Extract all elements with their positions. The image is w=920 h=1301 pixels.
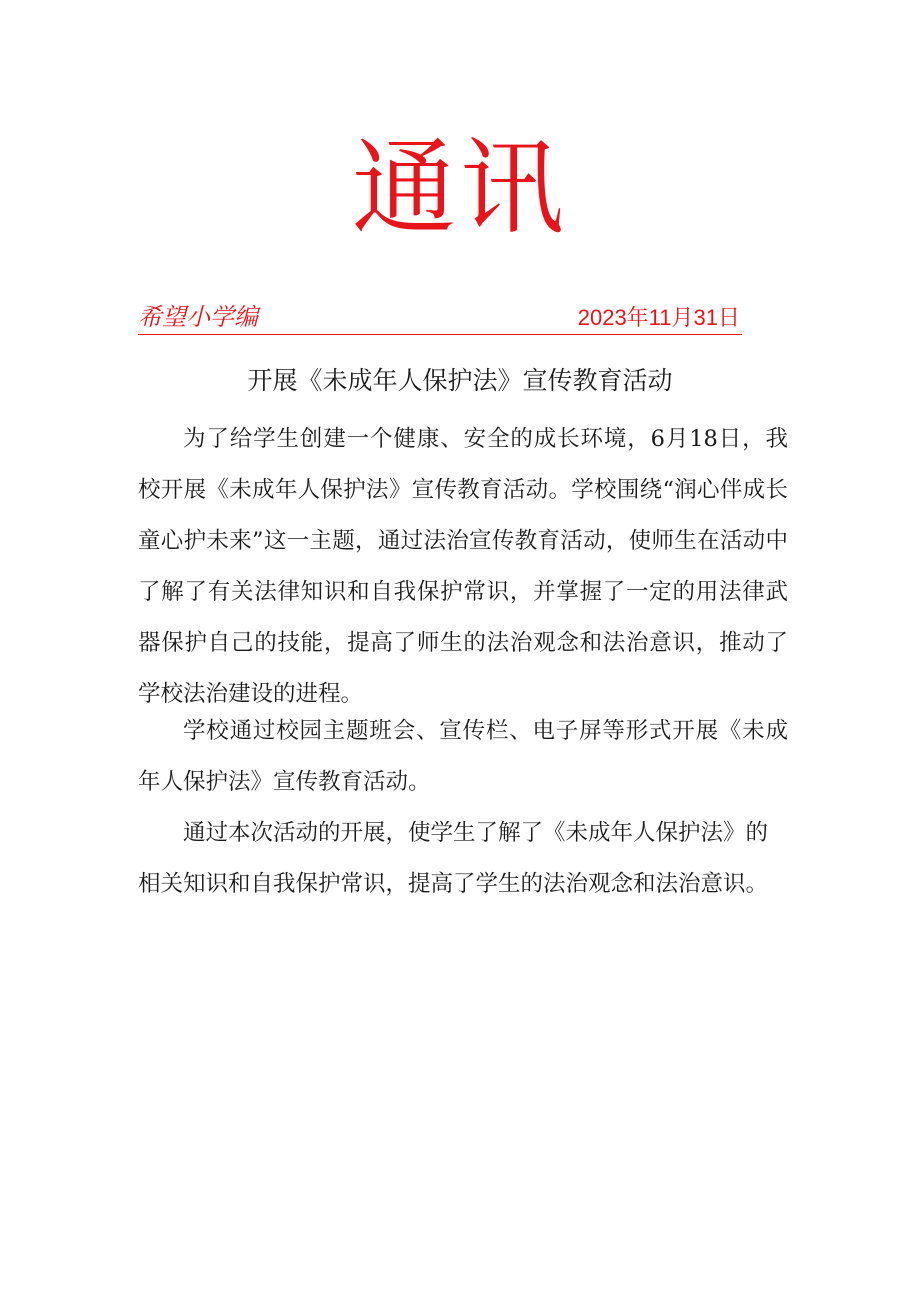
article-paragraph-1: 为了给学生创建一个健康、安全的成长环境，6月18日，我校开展《未成年人保护法》宣传教育活动。学校围绕“润心伴成长童心护未来”这一主题，通过法治宣传教育活动，使师生在活动中了解了有关法律知识和自我保护常识，并掌握了一定的用法律武器保护自己的技能，提高了师生的法治观念和法治意识，推动了学校法治建设的进程。 (138, 426, 788, 707)
article-headline: 开展《未成年人保护法》宣传教育活动 (247, 366, 673, 395)
article-paragraph-3: 通过本次活动的开展，使学生了解了《未成年人保护法》的 (183, 820, 769, 846)
article-paragraph-2: 学校通过校园主题班会、宣传栏、电子屏等形式开展《未成年人保护法》宣传教育活动。 (138, 718, 788, 795)
editor-credit: 希望小学编 (138, 303, 258, 331)
masthead-title: 通讯 (351, 127, 568, 249)
issue-date: 2023年11月31日 (577, 305, 740, 330)
byline-bar (138, 300, 742, 335)
article-paragraph-3-continuation: 相关知识和自我保护常识，提高了学生的法治观念和法治意识。 (138, 871, 769, 897)
